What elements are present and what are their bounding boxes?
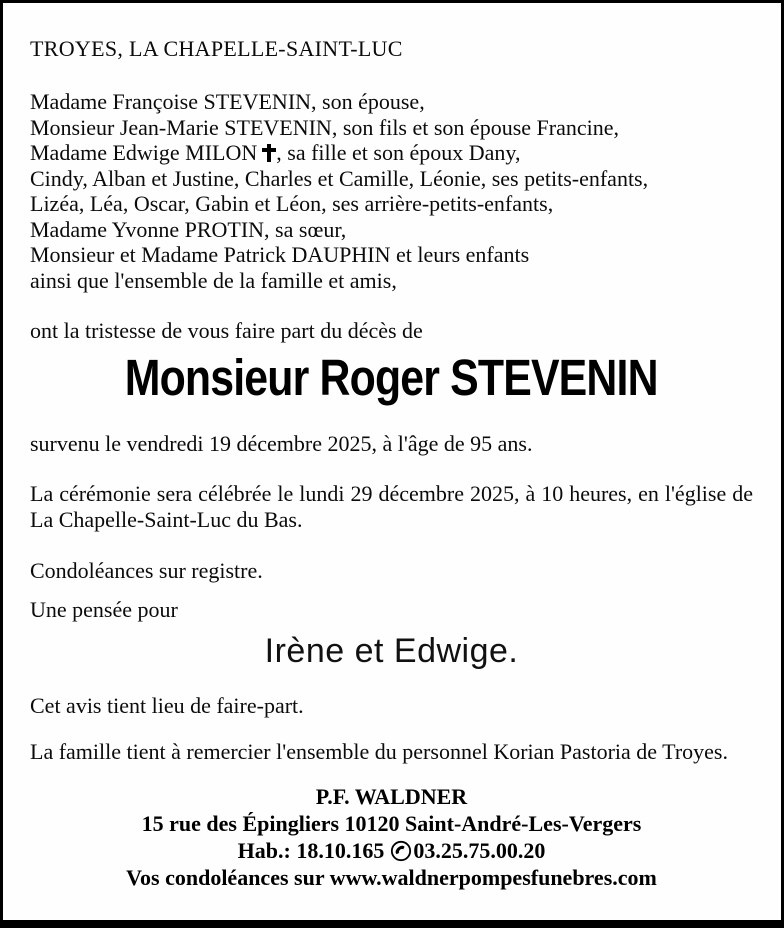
condolences-register-line: Condoléances sur registre. <box>30 558 263 583</box>
funeral-home-address: 15 rue des Épingliers 10120 Saint-André-Les-Vergers <box>141 811 642 836</box>
family-member-line <box>30 140 753 166</box>
family-list <box>30 89 753 293</box>
tribute-names: Irène et Edwige. <box>264 632 519 670</box>
family-member-line: Madame Françoise STEVENIN, son épouse, <box>30 89 425 114</box>
deceased-name: Monsieur Roger STEVENIN <box>125 349 658 406</box>
death-date-line: survenu le vendredi 19 décembre 2025, à l'âge de 95 ans. <box>30 431 533 456</box>
family-member-line: ainsi que l'ensemble de la famille et amis, <box>30 267 397 293</box>
tribute-names-line <box>30 631 753 675</box>
location-line: TROYES, LA CHAPELLE-SAINT-LUC <box>30 36 403 61</box>
deceased-name-heading <box>30 351 753 415</box>
license-and-phone-line <box>30 837 753 864</box>
family-member-line: Monsieur Jean-Marie STEVENIN, son fils et son épouse Francine, <box>30 114 619 140</box>
announcement-line: ont la tristesse de vous faire part du décès de <box>30 318 423 343</box>
ceremony-paragraph: La cérémonie sera célébrée le lundi 29 décembre 2025, à 10 heures, en l'église de La Chapelle-Saint-Luc du Bas. <box>30 481 753 532</box>
family-member-line: Cindy, Alban et Justine, Charles et Camille, Léonie, ses petits-enfants, <box>30 165 649 191</box>
family-member-line: Monsieur et Madame Patrick DAUPHIN et leurs enfants <box>30 242 530 267</box>
phone-icon <box>390 840 412 862</box>
tribute-intro-line: Une pensée pour <box>30 597 178 622</box>
family-member-name: Madame Edwige MILON <box>30 140 258 165</box>
license-number: Hab.: 18.10.165 <box>237 838 385 863</box>
death-notice-page <box>3 3 781 920</box>
family-member-relation: , sa fille et son époux Dany, <box>276 140 521 165</box>
phone-number: 03.25.75.00.20 <box>413 838 546 863</box>
condolences-website-line: Vos condoléances sur www.waldnerpompesfunebres.com <box>126 865 657 890</box>
funeral-home-block <box>30 783 753 891</box>
family-member-line: Lizéa, Léa, Oscar, Gabin et Léon, ses arrière-petits-enfants, <box>30 191 554 216</box>
faire-part-line: Cet avis tient lieu de faire-part. <box>30 693 304 718</box>
family-member-line: Madame Yvonne PROTIN, sa sœur, <box>30 216 347 242</box>
latin-cross-icon <box>262 144 276 162</box>
funeral-home-name: P.F. WALDNER <box>315 784 468 809</box>
thanks-paragraph: La famille tient à remercier l'ensemble du personnel Korian Pastoria de Troyes. <box>30 739 728 764</box>
